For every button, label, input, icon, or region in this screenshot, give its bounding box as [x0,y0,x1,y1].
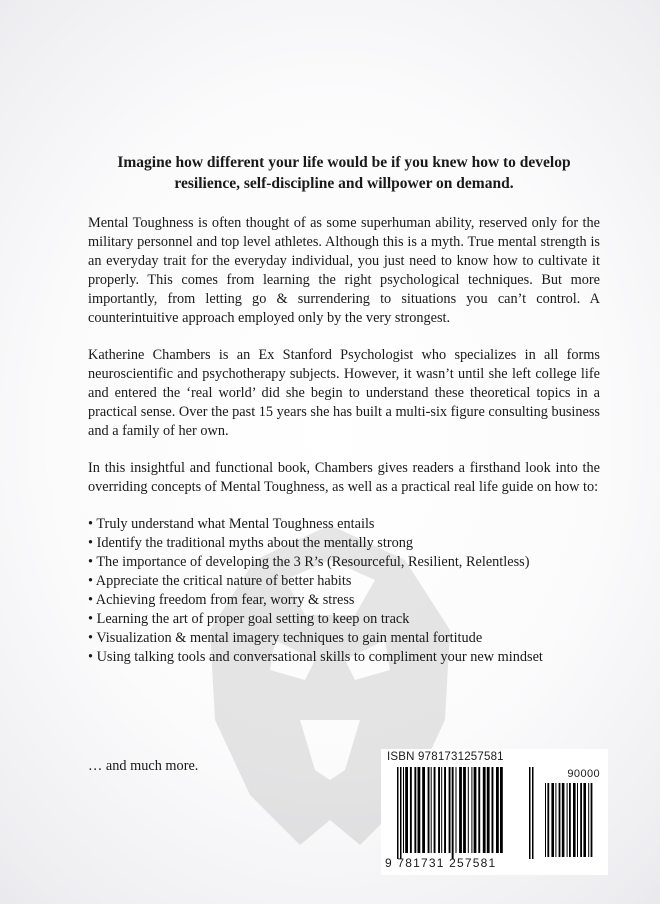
barcode-bar [422,767,425,853]
barcode-bar [449,767,451,853]
barcode-bar [573,783,576,857]
barcode-bar [545,783,546,857]
headline: Imagine how different your life would be if you knew how to develop resilience, self-discipline and willpower on demand. [117,154,571,192]
barcode-bar [463,767,466,853]
barcode-bar [567,783,568,857]
list-item: • The importance of developing the 3 R’s (Resourceful, Resilient, Relentless) [88,554,530,570]
barcode-bar [468,767,469,853]
barcode-digits: 9 781731 257581 [385,856,497,870]
barcode-bar [569,783,571,857]
author-paragraph: Katherine Chambers is an Ex Stanford Psychologist who specializes in all forms neuroscientific and psychotherapy subjects. However, it wasn’t until she left college life and entered the ‘real world’ did she begin to understand these theoretical topics in a practical sense. Over the past 15 years she has built a multi-six figure consulting business and a family of her own. [88,347,600,439]
barcode-bar [403,767,404,853]
intro-paragraph: Mental Toughness is often thought of as some superhuman ability, reserved only for the military personnel and top level athletes. Although this is a myth. True mental strength is an everyday trait for the everyday individual, you just need to know how to cultivate it properly. This comes from learning the right psychological techniques. But more importantly, from letting go & surrendering to situations you can’t control. A counterintuitive approach employed only by the very strongest. [88,215,600,326]
barcode-bars [387,767,602,859]
barcode-bar [418,767,421,853]
barcode-bar [428,767,430,853]
barcode-bar [547,783,549,857]
barcode-bar [562,783,565,857]
barcode-bar [588,783,589,857]
barcode-bar [456,767,457,853]
barcode-bar [400,767,402,859]
barcode-bar [459,767,462,853]
barcode-bar [551,783,554,857]
list-item: • Identify the traditional myths about the mentally strong [88,535,414,551]
barcode-bar [577,783,578,857]
barcode-bar [474,767,477,853]
list-item: • Visualization & mental imagery techniques to gain mental fortitude [88,630,483,646]
barcode-bar [431,767,432,853]
barcode-bar [500,767,503,853]
barcode-bar [591,783,593,857]
list-item: • Achieving freedom from fear, worry & stress [88,592,355,608]
barcode-bar [580,783,582,857]
isbn-barcode [381,749,608,875]
barcode-bar [492,767,494,853]
list-item: • Appreciate the critical nature of better habits [88,573,352,589]
list-item: • Learning the art of proper goal setting to keep on track [88,611,410,627]
back-cover-text [88,152,600,667]
closing-text: … and much more. [88,758,199,774]
barcode-bar [559,783,561,857]
barcode-bar [483,767,486,853]
list-item: • Truly understand what Mental Toughness entails [88,516,375,532]
barcode-bar [555,783,556,857]
bullet-list [88,515,600,667]
barcode-bar [452,767,454,859]
list-item: • Using talking tools and conversational skills to compliment your new mindset [88,649,543,665]
isbn-label: ISBN 9781731257581 [387,751,504,763]
barcode-bar [471,767,472,853]
barcode-bar [444,767,446,853]
barcode-bar [438,767,440,853]
barcode-bar [414,767,416,853]
barcode-bar [529,767,531,859]
barcode-bar [405,767,408,853]
barcode-bar [532,767,534,859]
barcode-bar [441,767,442,853]
barcode-bar [487,767,490,853]
barcode-bar [478,767,480,853]
book-paragraph: In this insightful and functional book, Chambers gives readers a firsthand look into the overriding concepts of Mental Toughness, as well as a practical real life guide on how to: [88,460,600,495]
barcode-bar [410,767,412,853]
barcode-bar [583,783,586,857]
barcode-bar [496,767,499,853]
barcode-bar [434,767,436,853]
price-code: 90000 [567,768,600,780]
barcode-bar [397,767,399,859]
